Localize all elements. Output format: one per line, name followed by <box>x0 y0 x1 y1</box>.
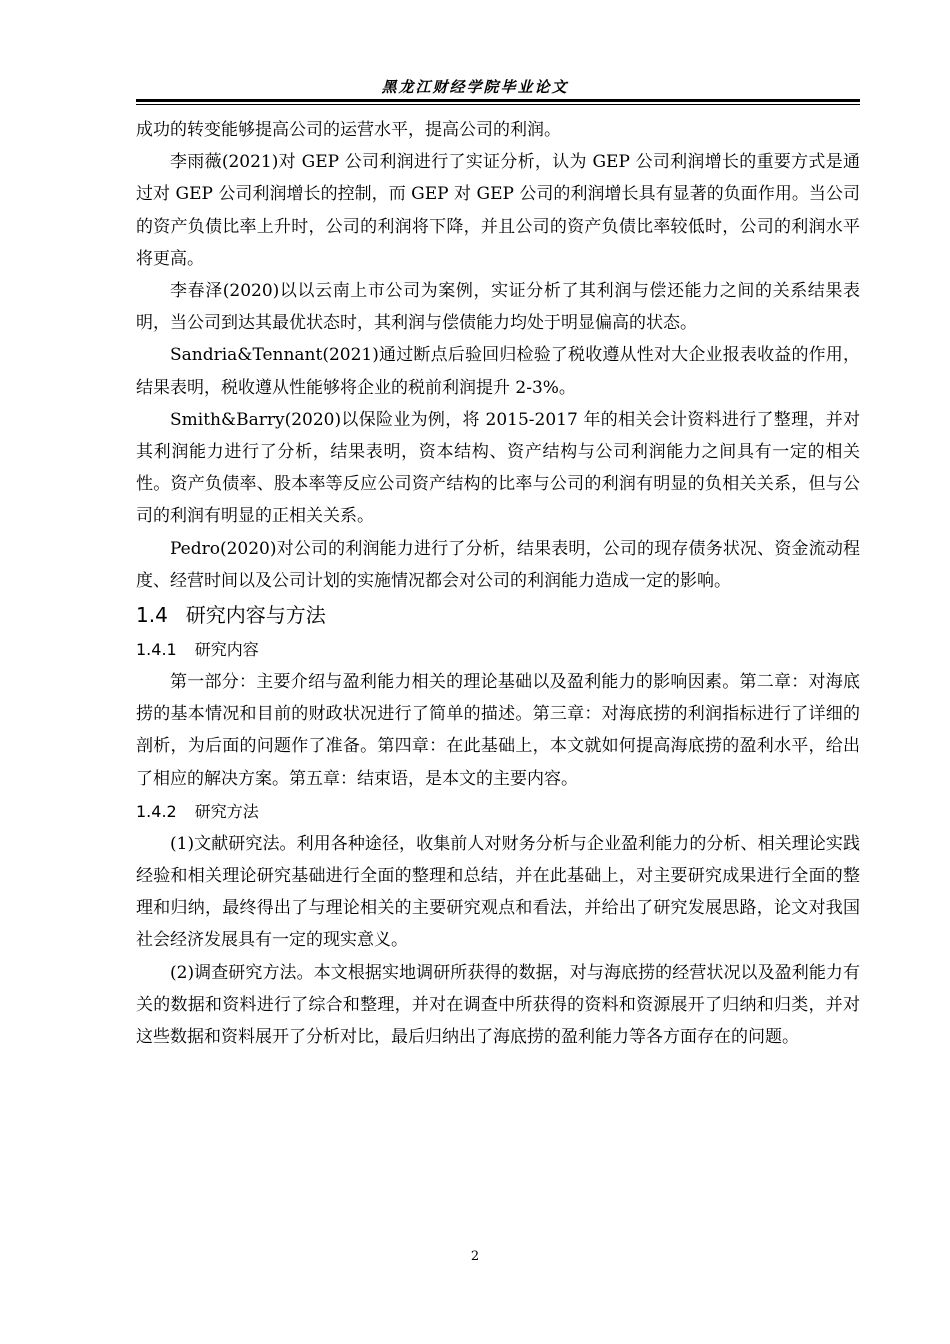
subsection-heading-content <box>136 633 860 666</box>
running-header-title: 黑龙江财经学院毕业论文 <box>381 78 569 96</box>
paragraph-continuation: 成功的转变能够提高公司的运营水平，提高公司的利润。 <box>136 120 561 140</box>
page-number: 2 <box>470 1249 480 1264</box>
paragraph-pedro: Pedro(2020)对公司的利润能力进行了分析，结果表明，公司的现存债务状况、资金流动程度、经营时间以及公司计划的实施情况都会对公司的利润能力造成一定的影响。 <box>136 538 860 591</box>
paragraph-literature-method: (1)文献研究法。利用各种途径，收集前人对财务分析与企业盈利能力的分析、相关理论实践经验和相关理论研究基础进行全面的整理和总结，并在此基础上，对主要研究成果进行全面的整理和归纳，最终得出了与理论相关的主要研究观点和看法，并给出了研究发展思路，论文对我国社会经济发展具有一定的现实意义。 <box>136 833 860 951</box>
paragraph-research-content: 第一部分：主要介绍与盈利能力相关的理论基础以及盈利能力的影响因素。第二章：对海底捞的基本情况和目前的财政状况进行了简单的描述。第三章：对海底捞的利润指标进行了详细的剖析，为后面的问题作了准备。第四章：在此基础上，本文就如何提高海底捞的盈利水平，给出了相应的解决方案。第五章：结束语，是本文的主要内容。 <box>136 672 860 789</box>
paragraph-survey-method: (2)调查研究方法。本文根据实地调研所获得的数据，对与海底捞的经营状况以及盈利能力有关的数据和资料进行了综合和整理，并对在调查中所获得的资料和资源展开了归纳和归类，并对这些数据和资料展开了分析对比，最后归纳出了海底捞的盈利能力等各方面存在的问题。 <box>136 962 860 1048</box>
body-text <box>136 114 860 1053</box>
section-heading <box>136 597 860 633</box>
paragraph-sandria-tennant: Sandria&Tennant(2021)通过断点后验回归检验了税收遵从性对大企业报表收益的作用，结果表明，税收遵从性能够将企业的税前利润提升 2-3%。 <box>136 345 860 398</box>
header-rule-thick <box>136 99 860 102</box>
subsection-number: 1.4.1 <box>136 640 177 660</box>
paragraph-li-yuwei: 李雨薇(2021)对 GEP 公司利润进行了实证分析，认为 GEP 公司利润增长的重要方式是通过对 GEP 公司利润增长的控制，而 GEP 对 GEP 公司的利润增长具有显著的负面作用。当公司的资产负债比率上升时，公司的利润将下降，并且公司的资产负债比率较低时，公司的利润水平将更高。 <box>136 152 860 269</box>
subsection-number: 1.4.2 <box>136 801 177 821</box>
section-number: 1.4 <box>136 603 168 628</box>
subsection-title: 研究方法 <box>194 801 259 821</box>
subsection-heading-method <box>136 795 860 828</box>
subsection-title: 研究内容 <box>194 640 259 660</box>
section-title: 研究内容与方法 <box>185 603 326 628</box>
paragraph-li-chunze: 李春泽(2020)以以云南上市公司为案例，实证分析了其利润与偿还能力之间的关系结果表明，当公司到达其最优状态时，其利润与偿债能力均处于明显偏高的状态。 <box>136 281 860 334</box>
paragraph-smith-barry: Smith&Barry(2020)以保险业为例，将 2015-2017 年的相关会计资料进行了整理，并对其利润能力进行了分析，结果表明，资本结构、资产结构与公司利润能力之间具有一定的相关性。资产负债率、股本率等反应公司资产结构的比率与公司的利润有明显的负相关关系，但与公司的利润有明显的正相关关系。 <box>136 409 860 527</box>
header-rule-thin <box>136 104 860 105</box>
